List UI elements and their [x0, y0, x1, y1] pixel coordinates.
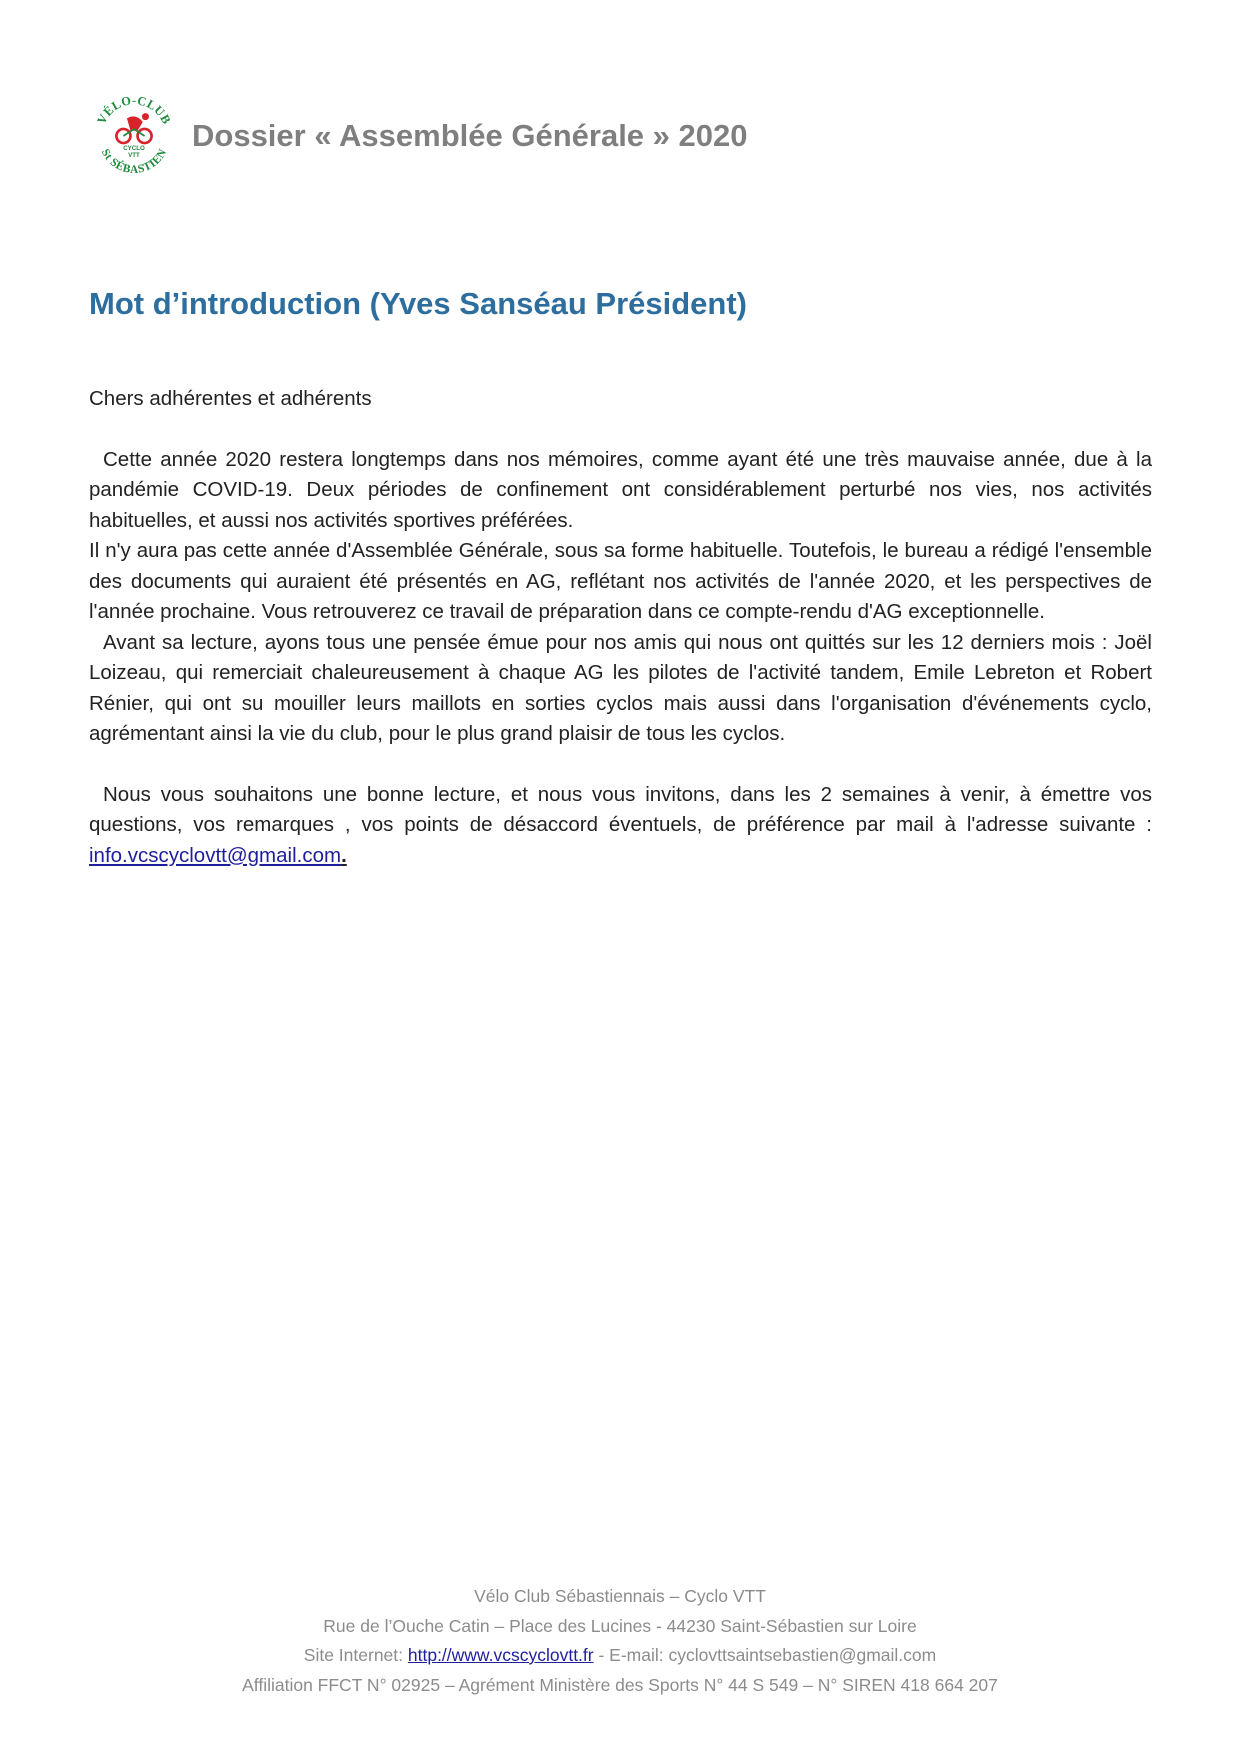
svg-text:VTT: VTT [128, 152, 140, 160]
greeting: Chers adhérentes et adhérents [89, 387, 372, 410]
svg-text:VÉLO-CLUB: VÉLO-CLUB [94, 93, 174, 127]
paragraph-1: Cette année 2020 restera longtemps dans nos mémoires, comme ayant été une très mauvaise année, due à la pandémie COVID-19. Deux périodes de confinement ont considérablement perturbé nos vies, nos activités habituelles, et aussi nos activités sportives préférées. [89, 447, 1152, 532]
section-title: Mot d’introduction (Yves Sanséau Président) [89, 286, 747, 321]
body-text [89, 384, 1152, 871]
paragraph-3: Avant sa lecture, ayons tous une pensée émue pour nos amis qui nous ont quittés sur les 12 derniers mois : Joël Loizeau, qui remerciait chaleureusement à chaque AG les pilotes de l'activité tandem, Emile Lebreton et Robert Rénier, qui ont su mouiller leurs maillots en sorties cyclos mais aussi dans l'organisation d'événements cyclo, agrémentant ainsi la vie du club, pour le plus grand plaisir de tous les cyclos. [89, 630, 1152, 745]
velo-club-logo-icon [90, 92, 178, 180]
document-title: Dossier « Assemblée Générale » 2020 [192, 118, 748, 153]
svg-text:CYCLO: CYCLO [123, 145, 145, 153]
footer-line-3 [0, 1641, 1240, 1671]
document-footer [0, 1582, 1240, 1700]
footer-line-4: Affiliation FFCT N° 02925 – Agrément Ministère des Sports N° 44 S 549 – N° SIREN 418 664 207 [242, 1674, 998, 1695]
footer-website-link[interactable]: http://www.vcscyclovtt.fr [407, 1645, 594, 1665]
paragraph-4-end: . [341, 843, 347, 867]
footer-line-1: Vélo Club Sébastiennais – Cyclo VTT [474, 1586, 766, 1606]
svg-text:St SÉBASTIEN: St SÉBASTIEN [98, 146, 170, 177]
footer-email: - E-mail: cyclovttsaintsebastien@gmail.com [593, 1645, 937, 1665]
footer-line-2: Rue de l’Ouche Catin – Place des Lucines - 44230 Saint-Sébastien sur Loire [323, 1615, 917, 1636]
paragraph-4 [89, 780, 1152, 872]
footer-site-label: Site Internet: [303, 1645, 408, 1665]
paragraph-4-text: Nous vous souhaitons une bonne lecture, et nous vous invitons, dans les 2 semaines à venir, à émettre vos questions, vos remarques , vos points de désaccord éventuels, de préférence par mail à l'adresse suivante : [89, 782, 1152, 836]
contact-email-link[interactable]: info.vcscyclovtt@gmail.com [89, 843, 342, 867]
document-header [90, 92, 747, 180]
paragraph-2: Il n'y aura pas cette année d'Assemblée Générale, sous sa forme habituelle. Toutefois, le bureau a rédigé l'ensemble des documents qui auraient été présentés en AG, reflétant nos activités de l'année 2020, et les perspectives de l'année prochaine. Vous retrouverez ce travail de préparation dans ce compte-rendu d'AG exceptionnelle. [89, 539, 1152, 623]
